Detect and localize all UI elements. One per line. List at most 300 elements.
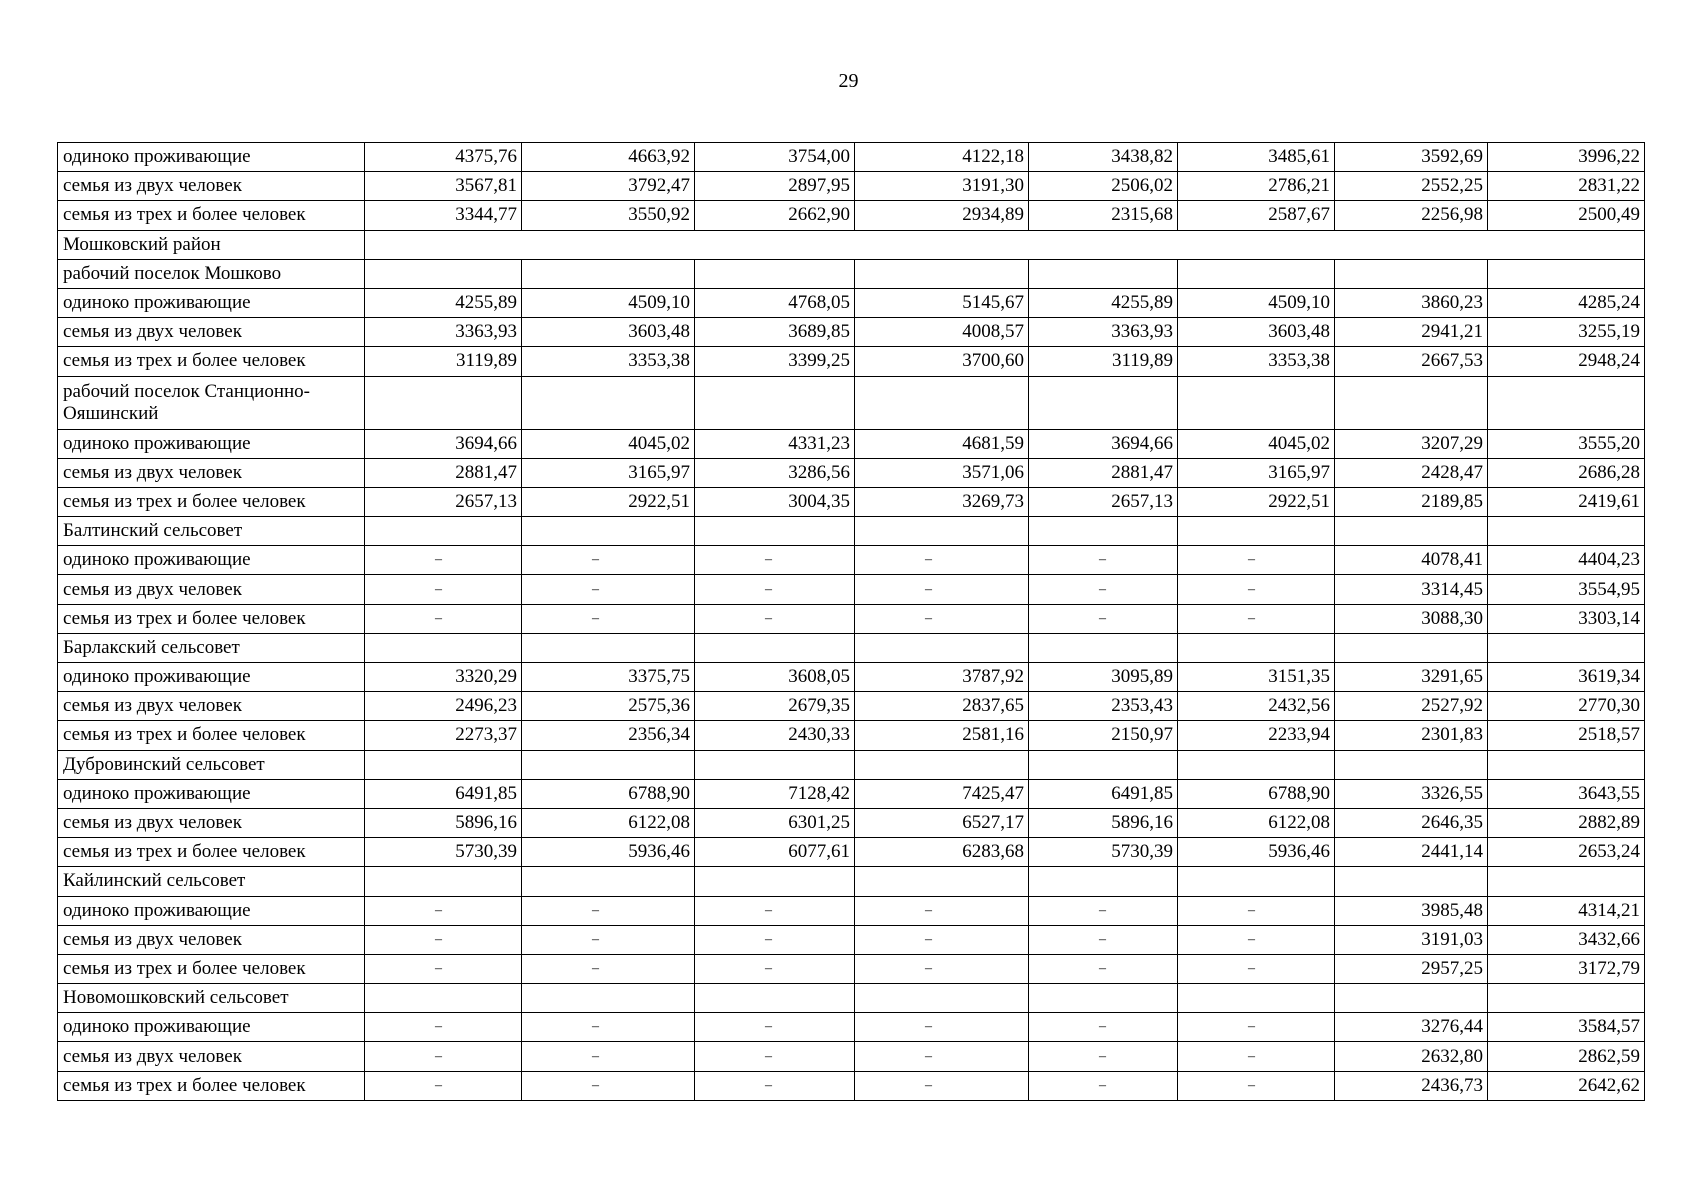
value-cell: –: [855, 954, 1029, 983]
value-cell: 3550,92: [522, 201, 695, 230]
value-cell: 2552,25: [1335, 172, 1488, 201]
value-cell: –: [1178, 575, 1335, 604]
value-cell: 2786,21: [1178, 172, 1335, 201]
value-cell: 3303,14: [1488, 604, 1645, 633]
region-label: Мошковский район: [58, 230, 365, 259]
value-cell: 3165,97: [1178, 458, 1335, 487]
value-cell: 5896,16: [365, 808, 522, 837]
value-cell: 4331,23: [695, 429, 855, 458]
value-cell: 3438,82: [1029, 143, 1178, 172]
empty-cell: [1488, 750, 1645, 779]
value-cell: –: [695, 954, 855, 983]
value-cell: –: [1178, 604, 1335, 633]
value-cell: –: [1029, 575, 1178, 604]
row-label: семья из двух человек: [58, 575, 365, 604]
section-header-row: [58, 517, 1645, 546]
value-cell: 3326,55: [1335, 779, 1488, 808]
row-label: семья из трех и более человек: [58, 838, 365, 867]
empty-cell: [1029, 984, 1178, 1013]
value-cell: –: [522, 954, 695, 983]
row-label: семья из двух человек: [58, 318, 365, 347]
empty-cell: [855, 750, 1029, 779]
value-cell: –: [522, 1013, 695, 1042]
value-cell: –: [1029, 1013, 1178, 1042]
empty-cell: [695, 517, 855, 546]
value-cell: 3320,29: [365, 663, 522, 692]
row-label: семья из трех и более человек: [58, 1071, 365, 1100]
value-cell: 3689,85: [695, 318, 855, 347]
empty-cell: [1178, 517, 1335, 546]
row-label: одиноко проживающие: [58, 288, 365, 317]
value-cell: 4255,89: [1029, 288, 1178, 317]
row-label: одиноко проживающие: [58, 779, 365, 808]
value-cell: –: [1178, 1013, 1335, 1042]
value-cell: 6301,25: [695, 808, 855, 837]
value-cell: –: [855, 604, 1029, 633]
empty-cell: [695, 750, 855, 779]
value-cell: 2957,25: [1335, 954, 1488, 983]
table-row: [58, 172, 1645, 201]
value-cell: 3985,48: [1335, 896, 1488, 925]
value-cell: 6491,85: [365, 779, 522, 808]
empty-cell: [1029, 633, 1178, 662]
table-row: [58, 808, 1645, 837]
section-header-row: [58, 867, 1645, 896]
value-cell: 2301,83: [1335, 721, 1488, 750]
value-cell: 7128,42: [695, 779, 855, 808]
value-cell: –: [695, 575, 855, 604]
empty-cell: [1488, 376, 1645, 429]
value-cell: 3592,69: [1335, 143, 1488, 172]
value-cell: –: [365, 546, 522, 575]
value-cell: 4681,59: [855, 429, 1029, 458]
value-cell: –: [522, 1071, 695, 1100]
value-cell: 4045,02: [522, 429, 695, 458]
value-cell: 3088,30: [1335, 604, 1488, 633]
value-cell: 3399,25: [695, 347, 855, 376]
table-row: [58, 604, 1645, 633]
value-cell: 2428,47: [1335, 458, 1488, 487]
value-cell: 2518,57: [1488, 721, 1645, 750]
value-cell: 3207,29: [1335, 429, 1488, 458]
empty-cell: [365, 750, 522, 779]
empty-cell: [695, 376, 855, 429]
value-cell: 2432,56: [1178, 692, 1335, 721]
empty-cell: [522, 984, 695, 1013]
value-cell: 3191,03: [1335, 925, 1488, 954]
section-label: рабочий поселок Мошково: [58, 259, 365, 288]
value-cell: –: [1178, 1071, 1335, 1100]
value-cell: 6788,90: [1178, 779, 1335, 808]
value-cell: –: [855, 1013, 1029, 1042]
empty-cell: [1178, 867, 1335, 896]
value-cell: –: [855, 1071, 1029, 1100]
value-cell: 2233,94: [1178, 721, 1335, 750]
value-cell: 5936,46: [522, 838, 695, 867]
table-row: [58, 692, 1645, 721]
table-row: [58, 143, 1645, 172]
table-row: [58, 1013, 1645, 1042]
value-cell: 3567,81: [365, 172, 522, 201]
table-row: [58, 429, 1645, 458]
value-cell: 2948,24: [1488, 347, 1645, 376]
row-label: семья из двух человек: [58, 172, 365, 201]
value-cell: 3694,66: [365, 429, 522, 458]
value-cell: –: [1178, 546, 1335, 575]
value-cell: 3787,92: [855, 663, 1029, 692]
empty-cell: [1029, 259, 1178, 288]
value-cell: 2642,62: [1488, 1071, 1645, 1100]
value-cell: –: [1029, 1071, 1178, 1100]
empty-cell: [1488, 984, 1645, 1013]
empty-cell: [522, 867, 695, 896]
value-cell: 6077,61: [695, 838, 855, 867]
value-cell: 3269,73: [855, 487, 1029, 516]
value-cell: –: [522, 896, 695, 925]
value-cell: 3619,34: [1488, 663, 1645, 692]
value-cell: –: [365, 604, 522, 633]
value-cell: 2189,85: [1335, 487, 1488, 516]
value-cell: –: [855, 925, 1029, 954]
empty-cell: [365, 633, 522, 662]
value-cell: 2941,21: [1335, 318, 1488, 347]
row-label: одиноко проживающие: [58, 663, 365, 692]
empty-cell: [522, 750, 695, 779]
empty-cell: [1178, 750, 1335, 779]
empty-cell: [695, 633, 855, 662]
empty-cell: [1029, 867, 1178, 896]
value-cell: –: [1029, 546, 1178, 575]
section-label: Балтинский сельсовет: [58, 517, 365, 546]
value-cell: –: [365, 575, 522, 604]
value-cell: 5896,16: [1029, 808, 1178, 837]
value-cell: 2667,53: [1335, 347, 1488, 376]
value-cell: 3603,48: [1178, 318, 1335, 347]
value-cell: 3555,20: [1488, 429, 1645, 458]
value-cell: 3694,66: [1029, 429, 1178, 458]
value-cell: 2862,59: [1488, 1042, 1645, 1071]
value-cell: 4045,02: [1178, 429, 1335, 458]
value-cell: –: [855, 896, 1029, 925]
value-cell: –: [1029, 925, 1178, 954]
row-label: семья из трех и более человек: [58, 954, 365, 983]
table-row: [58, 347, 1645, 376]
value-cell: 3363,93: [365, 318, 522, 347]
value-cell: 5730,39: [365, 838, 522, 867]
value-cell: 3860,23: [1335, 288, 1488, 317]
empty-cell: [1335, 633, 1488, 662]
value-cell: 3432,66: [1488, 925, 1645, 954]
value-cell: 3119,89: [365, 347, 522, 376]
empty-cell: [365, 259, 522, 288]
value-cell: 2653,24: [1488, 838, 1645, 867]
value-cell: –: [1029, 1042, 1178, 1071]
empty-cell: [1029, 517, 1178, 546]
value-cell: –: [522, 575, 695, 604]
value-cell: –: [365, 954, 522, 983]
empty-cell: [1029, 750, 1178, 779]
table-row: [58, 1071, 1645, 1100]
empty-cell: [365, 984, 522, 1013]
value-cell: 2686,28: [1488, 458, 1645, 487]
value-cell: 3291,65: [1335, 663, 1488, 692]
value-cell: 2897,95: [695, 172, 855, 201]
value-cell: 2150,97: [1029, 721, 1178, 750]
value-cell: –: [365, 1042, 522, 1071]
value-cell: 2575,36: [522, 692, 695, 721]
empty-cell: [855, 517, 1029, 546]
value-cell: 2632,80: [1335, 1042, 1488, 1071]
value-cell: 2356,34: [522, 721, 695, 750]
value-cell: 3255,19: [1488, 318, 1645, 347]
value-cell: 3344,77: [365, 201, 522, 230]
value-cell: 3792,47: [522, 172, 695, 201]
value-cell: –: [522, 604, 695, 633]
table-row: [58, 487, 1645, 516]
value-cell: 4285,24: [1488, 288, 1645, 317]
empty-cell: [1178, 633, 1335, 662]
value-cell: –: [1178, 896, 1335, 925]
value-cell: 5730,39: [1029, 838, 1178, 867]
section-label: Дубровинский сельсовет: [58, 750, 365, 779]
value-cell: 2581,16: [855, 721, 1029, 750]
table-row: [58, 663, 1645, 692]
value-cell: 6283,68: [855, 838, 1029, 867]
value-cell: 2934,89: [855, 201, 1029, 230]
value-cell: 3165,97: [522, 458, 695, 487]
value-cell: 2770,30: [1488, 692, 1645, 721]
value-cell: 2256,98: [1335, 201, 1488, 230]
value-cell: 3151,35: [1178, 663, 1335, 692]
value-cell: 2587,67: [1178, 201, 1335, 230]
value-cell: 3375,75: [522, 663, 695, 692]
table-row: [58, 318, 1645, 347]
table-row: [58, 288, 1645, 317]
value-cell: 3004,35: [695, 487, 855, 516]
value-cell: –: [695, 546, 855, 575]
value-cell: 2922,51: [1178, 487, 1335, 516]
value-cell: –: [522, 546, 695, 575]
row-label: семья из двух человек: [58, 808, 365, 837]
value-cell: 4375,76: [365, 143, 522, 172]
value-cell: –: [365, 1013, 522, 1042]
table-row: [58, 721, 1645, 750]
empty-cell: [855, 867, 1029, 896]
value-cell: 2496,23: [365, 692, 522, 721]
value-cell: –: [695, 1042, 855, 1071]
empty-cell: [1335, 376, 1488, 429]
section-label: Кайлинский сельсовет: [58, 867, 365, 896]
value-cell: 2441,14: [1335, 838, 1488, 867]
empty-cell: [365, 230, 1645, 259]
value-cell: 4255,89: [365, 288, 522, 317]
value-cell: 2882,89: [1488, 808, 1645, 837]
value-cell: 2430,33: [695, 721, 855, 750]
value-cell: 3363,93: [1029, 318, 1178, 347]
value-cell: 6122,08: [522, 808, 695, 837]
region-header-row: [58, 230, 1645, 259]
row-label: одиноко проживающие: [58, 546, 365, 575]
value-cell: 2419,61: [1488, 487, 1645, 516]
value-cell: 6527,17: [855, 808, 1029, 837]
empty-cell: [522, 259, 695, 288]
value-cell: 2881,47: [365, 458, 522, 487]
value-cell: 2646,35: [1335, 808, 1488, 837]
empty-cell: [855, 633, 1029, 662]
row-label: семья из трех и более человек: [58, 201, 365, 230]
value-cell: –: [522, 925, 695, 954]
value-cell: –: [522, 1042, 695, 1071]
empty-cell: [855, 376, 1029, 429]
table-row: [58, 925, 1645, 954]
empty-cell: [695, 259, 855, 288]
empty-cell: [1335, 259, 1488, 288]
row-label: семья из трех и более человек: [58, 347, 365, 376]
row-label: семья из двух человек: [58, 458, 365, 487]
value-cell: 4404,23: [1488, 546, 1645, 575]
empty-cell: [1488, 259, 1645, 288]
section-label: рабочий поселок Станционно-Ояшинский: [58, 376, 365, 429]
value-cell: –: [1178, 925, 1335, 954]
empty-cell: [855, 259, 1029, 288]
value-cell: 3119,89: [1029, 347, 1178, 376]
table-row: [58, 779, 1645, 808]
value-cell: 4122,18: [855, 143, 1029, 172]
value-cell: 2506,02: [1029, 172, 1178, 201]
section-header-row: [58, 633, 1645, 662]
section-header-row: [58, 750, 1645, 779]
value-cell: 3700,60: [855, 347, 1029, 376]
row-label: семья из трех и более человек: [58, 487, 365, 516]
table-row: [58, 1042, 1645, 1071]
tariff-table: [57, 142, 1645, 1101]
value-cell: 4509,10: [1178, 288, 1335, 317]
empty-cell: [365, 517, 522, 546]
empty-cell: [695, 867, 855, 896]
value-cell: 2837,65: [855, 692, 1029, 721]
value-cell: –: [1178, 954, 1335, 983]
value-cell: 3996,22: [1488, 143, 1645, 172]
value-cell: 2657,13: [365, 487, 522, 516]
empty-cell: [1488, 517, 1645, 546]
value-cell: 5936,46: [1178, 838, 1335, 867]
row-label: одиноко проживающие: [58, 429, 365, 458]
empty-cell: [855, 984, 1029, 1013]
value-cell: –: [365, 925, 522, 954]
value-cell: 3353,38: [522, 347, 695, 376]
empty-cell: [522, 633, 695, 662]
section-header-row: [58, 984, 1645, 1013]
table-row: [58, 546, 1645, 575]
value-cell: 2662,90: [695, 201, 855, 230]
value-cell: 2881,47: [1029, 458, 1178, 487]
row-label: одиноко проживающие: [58, 143, 365, 172]
value-cell: –: [855, 546, 1029, 575]
value-cell: 6491,85: [1029, 779, 1178, 808]
value-cell: 4008,57: [855, 318, 1029, 347]
empty-cell: [522, 517, 695, 546]
value-cell: 5145,67: [855, 288, 1029, 317]
table-body: [58, 143, 1645, 1101]
value-cell: 3584,57: [1488, 1013, 1645, 1042]
row-label: одиноко проживающие: [58, 1013, 365, 1042]
empty-cell: [365, 867, 522, 896]
value-cell: 3608,05: [695, 663, 855, 692]
value-cell: –: [695, 1071, 855, 1100]
table-row: [58, 575, 1645, 604]
value-cell: 3485,61: [1178, 143, 1335, 172]
value-cell: 2315,68: [1029, 201, 1178, 230]
empty-cell: [1029, 376, 1178, 429]
value-cell: 3172,79: [1488, 954, 1645, 983]
value-cell: –: [695, 925, 855, 954]
value-cell: 3191,30: [855, 172, 1029, 201]
table-row: [58, 201, 1645, 230]
section-header-row: [58, 259, 1645, 288]
value-cell: 2436,73: [1335, 1071, 1488, 1100]
value-cell: 3314,45: [1335, 575, 1488, 604]
value-cell: 4768,05: [695, 288, 855, 317]
value-cell: 4314,21: [1488, 896, 1645, 925]
value-cell: 2353,43: [1029, 692, 1178, 721]
section-label: Новомошковский сельсовет: [58, 984, 365, 1013]
row-label: семья из двух человек: [58, 1042, 365, 1071]
value-cell: –: [855, 575, 1029, 604]
value-cell: –: [855, 1042, 1029, 1071]
value-cell: 3754,00: [695, 143, 855, 172]
value-cell: 2922,51: [522, 487, 695, 516]
value-cell: –: [695, 604, 855, 633]
value-cell: –: [695, 896, 855, 925]
table-row: [58, 896, 1645, 925]
empty-cell: [1488, 867, 1645, 896]
empty-cell: [365, 376, 522, 429]
page-number: 29: [838, 70, 859, 92]
value-cell: 3276,44: [1335, 1013, 1488, 1042]
value-cell: 2831,22: [1488, 172, 1645, 201]
empty-cell: [1335, 517, 1488, 546]
value-cell: 4509,10: [522, 288, 695, 317]
empty-cell: [1335, 984, 1488, 1013]
row-label: семья из двух человек: [58, 925, 365, 954]
value-cell: –: [1029, 954, 1178, 983]
value-cell: –: [1029, 896, 1178, 925]
value-cell: 4078,41: [1335, 546, 1488, 575]
empty-cell: [1335, 750, 1488, 779]
empty-cell: [695, 984, 855, 1013]
value-cell: –: [695, 1013, 855, 1042]
value-cell: 3603,48: [522, 318, 695, 347]
empty-cell: [1178, 259, 1335, 288]
section-header-row: [58, 376, 1645, 429]
value-cell: 4663,92: [522, 143, 695, 172]
empty-cell: [522, 376, 695, 429]
row-label: семья из трех и более человек: [58, 604, 365, 633]
value-cell: –: [365, 1071, 522, 1100]
section-label: Барлакский сельсовет: [58, 633, 365, 662]
value-cell: 3643,55: [1488, 779, 1645, 808]
value-cell: 6788,90: [522, 779, 695, 808]
value-cell: 3095,89: [1029, 663, 1178, 692]
value-cell: 7425,47: [855, 779, 1029, 808]
table-row: [58, 838, 1645, 867]
table-row: [58, 458, 1645, 487]
value-cell: –: [365, 896, 522, 925]
value-cell: 3571,06: [855, 458, 1029, 487]
empty-cell: [1178, 984, 1335, 1013]
empty-cell: [1488, 633, 1645, 662]
empty-cell: [1335, 867, 1488, 896]
